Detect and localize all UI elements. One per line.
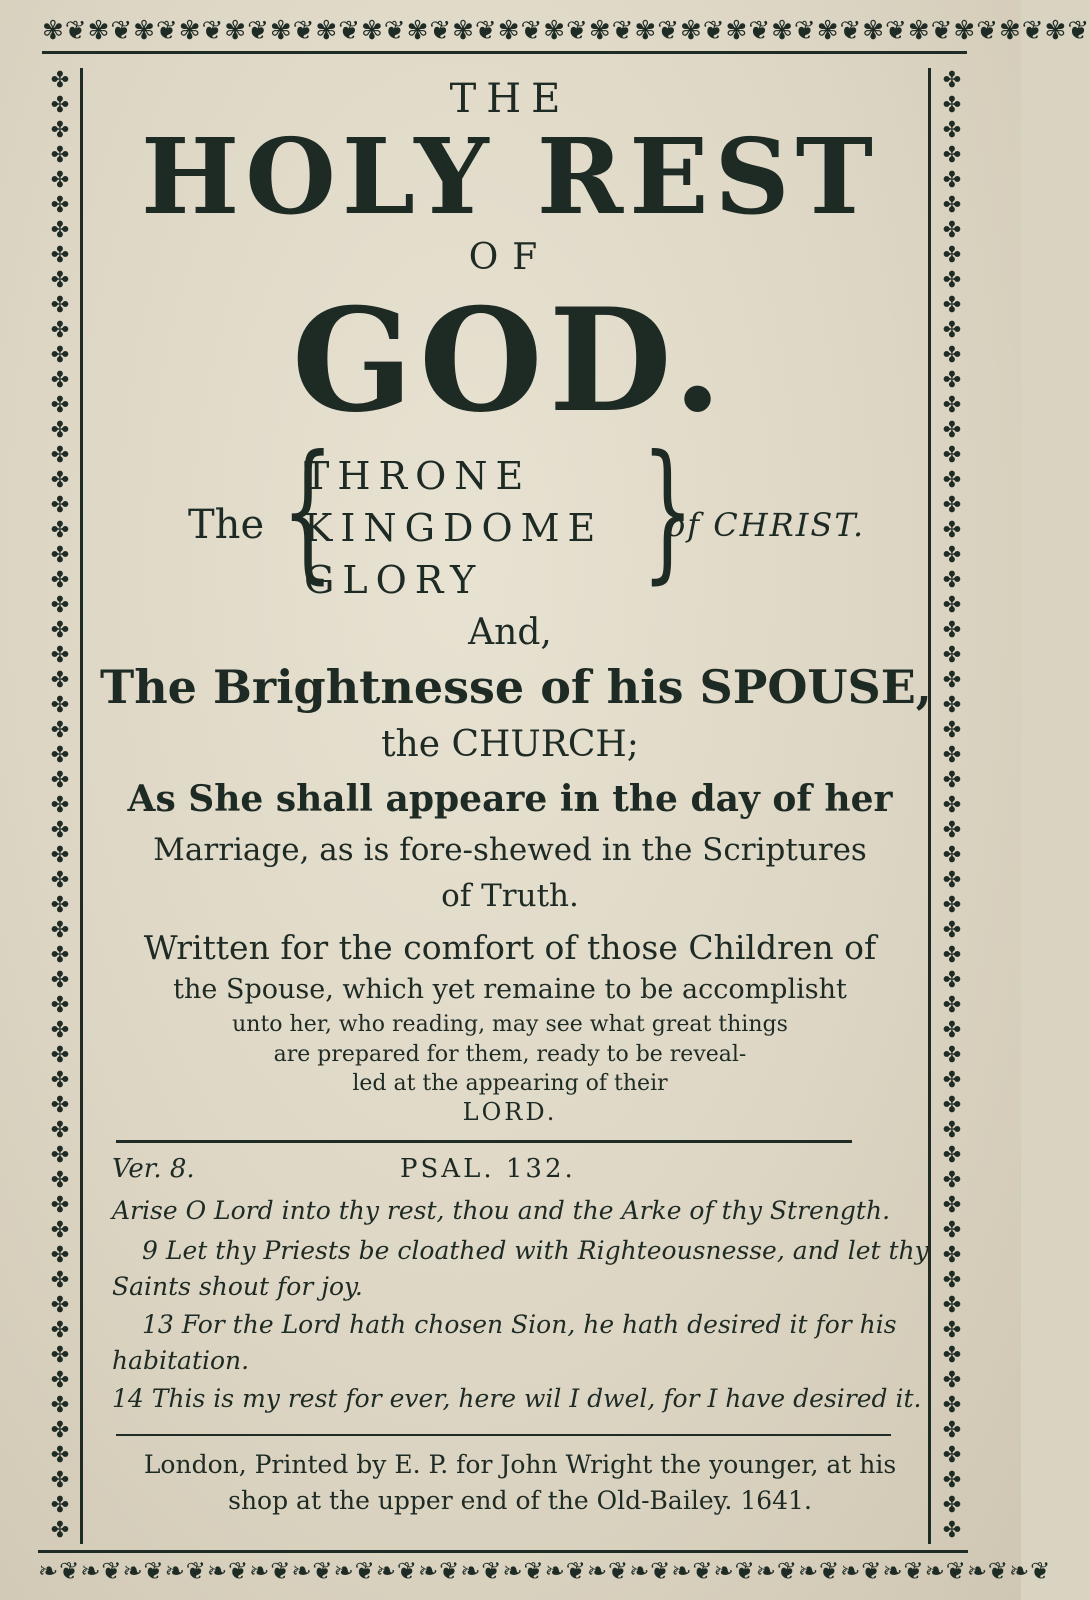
description-written: Written for the comfort of those Children of <box>143 928 877 967</box>
description-led: led at the appearing of their <box>352 1071 668 1096</box>
verse-line: 14 This is my rest for ever, here wil I dwel, for I have desired it. <box>112 1384 922 1413</box>
left-ornament-glyphs: ✤✤✤✤✤✤✤✤✤✤✤✤✤✤✤✤✤✤✤✤✤✤✤✤✤✤✤✤✤✤✤✤✤✤✤✤✤✤✤✤✤✤✤✤✤✤✤✤✤✤✤✤✤✤✤✤✤✤✤ <box>50 68 70 1543</box>
title-of: OF <box>468 237 552 278</box>
divider-rule <box>116 1140 852 1143</box>
verse-line: habitation. <box>112 1346 250 1375</box>
subtitle-marriage: Marriage, as is fore-shewed in the Scriptures <box>153 832 867 868</box>
verse-reference: Ver. 8. <box>112 1154 195 1184</box>
verse-line: 13 For the Lord hath chosen Sion, he hath desired it for his <box>142 1310 897 1339</box>
brace-group <box>180 424 900 608</box>
subtitle-of-truth: of Truth. <box>441 878 579 914</box>
left-brace-icon: { <box>281 424 334 598</box>
verse-line: 9 Let thy Priests be cloathed with Righteousnesse, and let thy <box>142 1236 929 1265</box>
left-ornament-border <box>40 68 83 1544</box>
right-ornament-border <box>928 68 973 1544</box>
subtitle-and: And, <box>468 612 552 653</box>
description-spouse: the Spouse, which yet remaine to be accomplisht <box>173 974 847 1005</box>
subtitle-as-she: As She shall appeare in the day of her <box>127 778 893 820</box>
brace-trail: of CHRIST. <box>666 506 866 544</box>
description-unto: unto her, who reading, may see what great things <box>232 1012 788 1037</box>
imprint-line: London, Printed by E. P. for John Wright the younger, at his <box>143 1450 897 1479</box>
brace-item-kingdome: KINGDOME <box>304 506 604 550</box>
brace-item-glory: GLORY <box>304 558 484 602</box>
description-lord: LORD. <box>462 1098 558 1126</box>
title-god: GOD. <box>291 278 729 444</box>
description-prepared: are prepared for them, ready to be reveal- <box>273 1042 747 1067</box>
verse-line: Saints shout for joy. <box>112 1272 363 1301</box>
divider-rule <box>116 1434 891 1436</box>
subtitle-church: the CHURCH; <box>381 724 639 765</box>
bottom-ornament-border: ❧❦❧❦❧❦❧❦❧❦❧❦❧❦❧❦❧❦❧❦❧❦❧❦❧❦❧❦❧❦❧❦❧❦❧❦❧❦❧❦❧❦❧❦❧❦❧❦ <box>38 1550 968 1590</box>
brace-item-throne: THRONE <box>304 454 532 498</box>
right-ornament-glyphs: ✤✤✤✤✤✤✤✤✤✤✤✤✤✤✤✤✤✤✤✤✤✤✤✤✤✤✤✤✤✤✤✤✤✤✤✤✤✤✤✤✤✤✤✤✤✤✤✤✤✤✤✤✤✤✤✤✤✤✤ <box>942 68 962 1543</box>
verse-line: Arise O Lord into thy rest, thou and the Arke of thy Strength. <box>112 1196 891 1225</box>
title-the: THE <box>449 76 571 122</box>
top-ornament-border: ✾❦✾❦✾❦✾❦✾❦✾❦✾❦✾❦✾❦✾❦✾❦✾❦✾❦✾❦✾❦✾❦✾❦✾❦✾❦✾❦✾❦✾❦✾❦ <box>42 10 967 54</box>
right-brace-icon: } <box>641 424 694 598</box>
brace-items <box>304 450 603 606</box>
imprint-line: shop at the upper end of the Old-Bailey. 1641. <box>228 1486 812 1515</box>
title-holy-rest: HOLY REST <box>141 115 879 238</box>
subtitle-brightnesse: The Brightnesse of his SPOUSE, <box>100 660 932 714</box>
brace-lead: The <box>188 502 265 548</box>
psalm-reference: PSAL. 132. <box>400 1154 576 1184</box>
